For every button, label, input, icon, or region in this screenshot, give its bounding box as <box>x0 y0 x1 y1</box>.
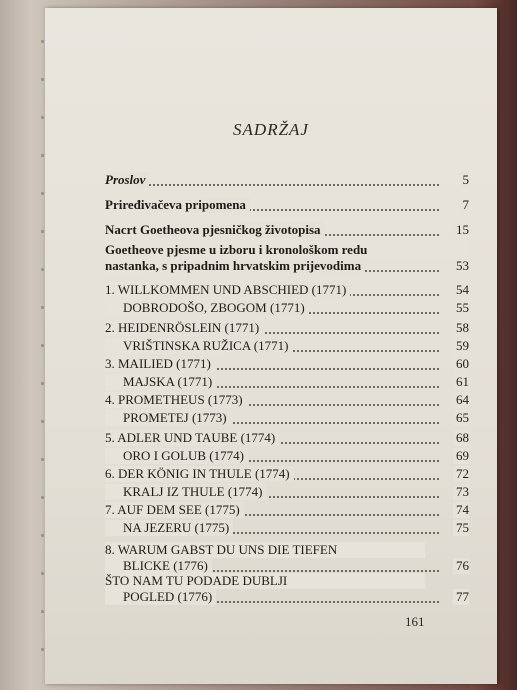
toc-entry <box>105 197 469 213</box>
binding-stitch <box>41 306 44 309</box>
toc-page-number: 73 <box>453 484 469 500</box>
toc-entry-title-line1: Goetheove pjesme u izboru i kronološkom redu <box>105 242 469 258</box>
binding-stitch <box>41 382 44 385</box>
toc-entry <box>105 392 469 408</box>
toc-entry-title: nastanka, s pripadnim hrvatskim prijevodima <box>105 258 365 274</box>
toc-page-number: 7 <box>460 197 470 213</box>
toc-page-number: 75 <box>453 520 469 536</box>
toc-entry-title: VRIŠTINSKA RUŽICA (1771) <box>105 338 292 354</box>
binding-stitch <box>41 230 44 233</box>
binding-stitch <box>41 78 44 81</box>
binding-stitch <box>41 572 44 575</box>
toc-entry-title: Nacrt Goetheova pjesničkog životopisa <box>105 222 325 238</box>
toc-entry-title: Priređivačeva pripomena <box>105 197 250 213</box>
binding-stitch <box>41 420 44 423</box>
toc-entry <box>105 410 469 426</box>
toc-page-number: 5 <box>460 172 470 188</box>
page-title: SADRŽAJ <box>233 120 309 139</box>
binding-stitch <box>41 268 44 271</box>
binding-stitch <box>41 496 44 499</box>
toc-page-number: 69 <box>453 448 469 464</box>
toc-page-number: 60 <box>453 356 469 372</box>
toc-entry <box>105 502 469 518</box>
toc-entry-title: ORO I GOLUB (1774) <box>105 448 248 464</box>
toc-page-number: 76 <box>453 558 469 574</box>
toc-page-number: 65 <box>453 410 469 426</box>
toc-entry <box>105 484 469 500</box>
page-number: 161 <box>405 614 425 629</box>
toc-entry-title: 6. DER KÖNIG IN THULE (1774) <box>105 466 294 482</box>
toc-entry <box>105 430 469 446</box>
toc-entry-title-line1: 8. WARUM GABST DU UNS DIE TIEFEN <box>105 542 425 558</box>
toc-entry <box>105 448 469 464</box>
binding-stitch <box>41 40 44 43</box>
toc-page-number: 54 <box>453 282 469 298</box>
toc-page-number: 59 <box>453 338 469 354</box>
binding-stitch <box>41 534 44 537</box>
binding-stitch <box>41 610 44 613</box>
book-page <box>44 8 497 684</box>
toc-entry-title: 2. HEIDENRÖSLEIN (1771) <box>105 320 263 336</box>
toc-entry <box>105 320 469 336</box>
toc-entry-title: NA JEZERU (1775) <box>105 520 233 536</box>
toc-entry <box>105 542 469 574</box>
toc-entry-title: PROMETEJ (1773) <box>105 410 231 426</box>
toc-entry <box>105 300 469 316</box>
leader-dots <box>105 184 439 186</box>
binding-stitch <box>41 458 44 461</box>
toc-page-number: 58 <box>453 320 469 336</box>
toc-entry <box>105 520 469 536</box>
binding-stitch <box>41 192 44 195</box>
toc-entry <box>105 356 469 372</box>
toc-page-number: 77 <box>453 589 469 605</box>
toc-entry <box>105 466 469 482</box>
toc-entry-title: 3. MAILIED (1771) <box>105 356 215 372</box>
toc-entry <box>105 242 469 274</box>
toc-entry-title: BLICKE (1776) <box>105 558 212 574</box>
toc-entry-title: MAJSKA (1771) <box>105 374 216 390</box>
toc-page-number: 55 <box>453 300 469 316</box>
toc-entry-title: DOBRODOŠO, ZBOGOM (1771) <box>105 300 309 316</box>
toc-entry <box>105 282 469 298</box>
binding-stitch <box>41 116 44 119</box>
toc-entry-title: POGLED (1776) <box>105 589 216 605</box>
binding-stitch <box>41 154 44 157</box>
toc-entry <box>105 573 469 605</box>
toc-entry-title: 5. ADLER UND TAUBE (1774) <box>105 430 279 446</box>
toc-entry <box>105 338 469 354</box>
toc-page-number: 68 <box>453 430 469 446</box>
toc-page-number: 53 <box>453 258 469 274</box>
toc-page-number: 64 <box>453 392 469 408</box>
toc-entry-title: 4. PROMETHEUS (1773) <box>105 392 247 408</box>
toc-page-number: 72 <box>453 466 469 482</box>
toc-page-number: 61 <box>453 374 469 390</box>
toc-entry-title: Proslov <box>105 172 149 188</box>
toc-entry <box>105 172 469 188</box>
toc-page-number: 74 <box>453 502 469 518</box>
toc-page-number: 15 <box>453 222 469 238</box>
toc-entry <box>105 222 469 238</box>
toc-entry-title: KRALJ IZ THULE (1774) <box>105 484 267 500</box>
binding-stitch <box>41 344 44 347</box>
toc-entry-title: 7. AUF DEM SEE (1775) <box>105 502 244 518</box>
toc-entry-title: 1. WILLKOMMEN UND ABSCHIED (1771) <box>105 282 350 298</box>
binding-stitch <box>41 648 44 651</box>
toc-entry <box>105 374 469 390</box>
toc-entry-title-line1: ŠTO NAM TU PODADE DUBLJI <box>105 573 425 589</box>
